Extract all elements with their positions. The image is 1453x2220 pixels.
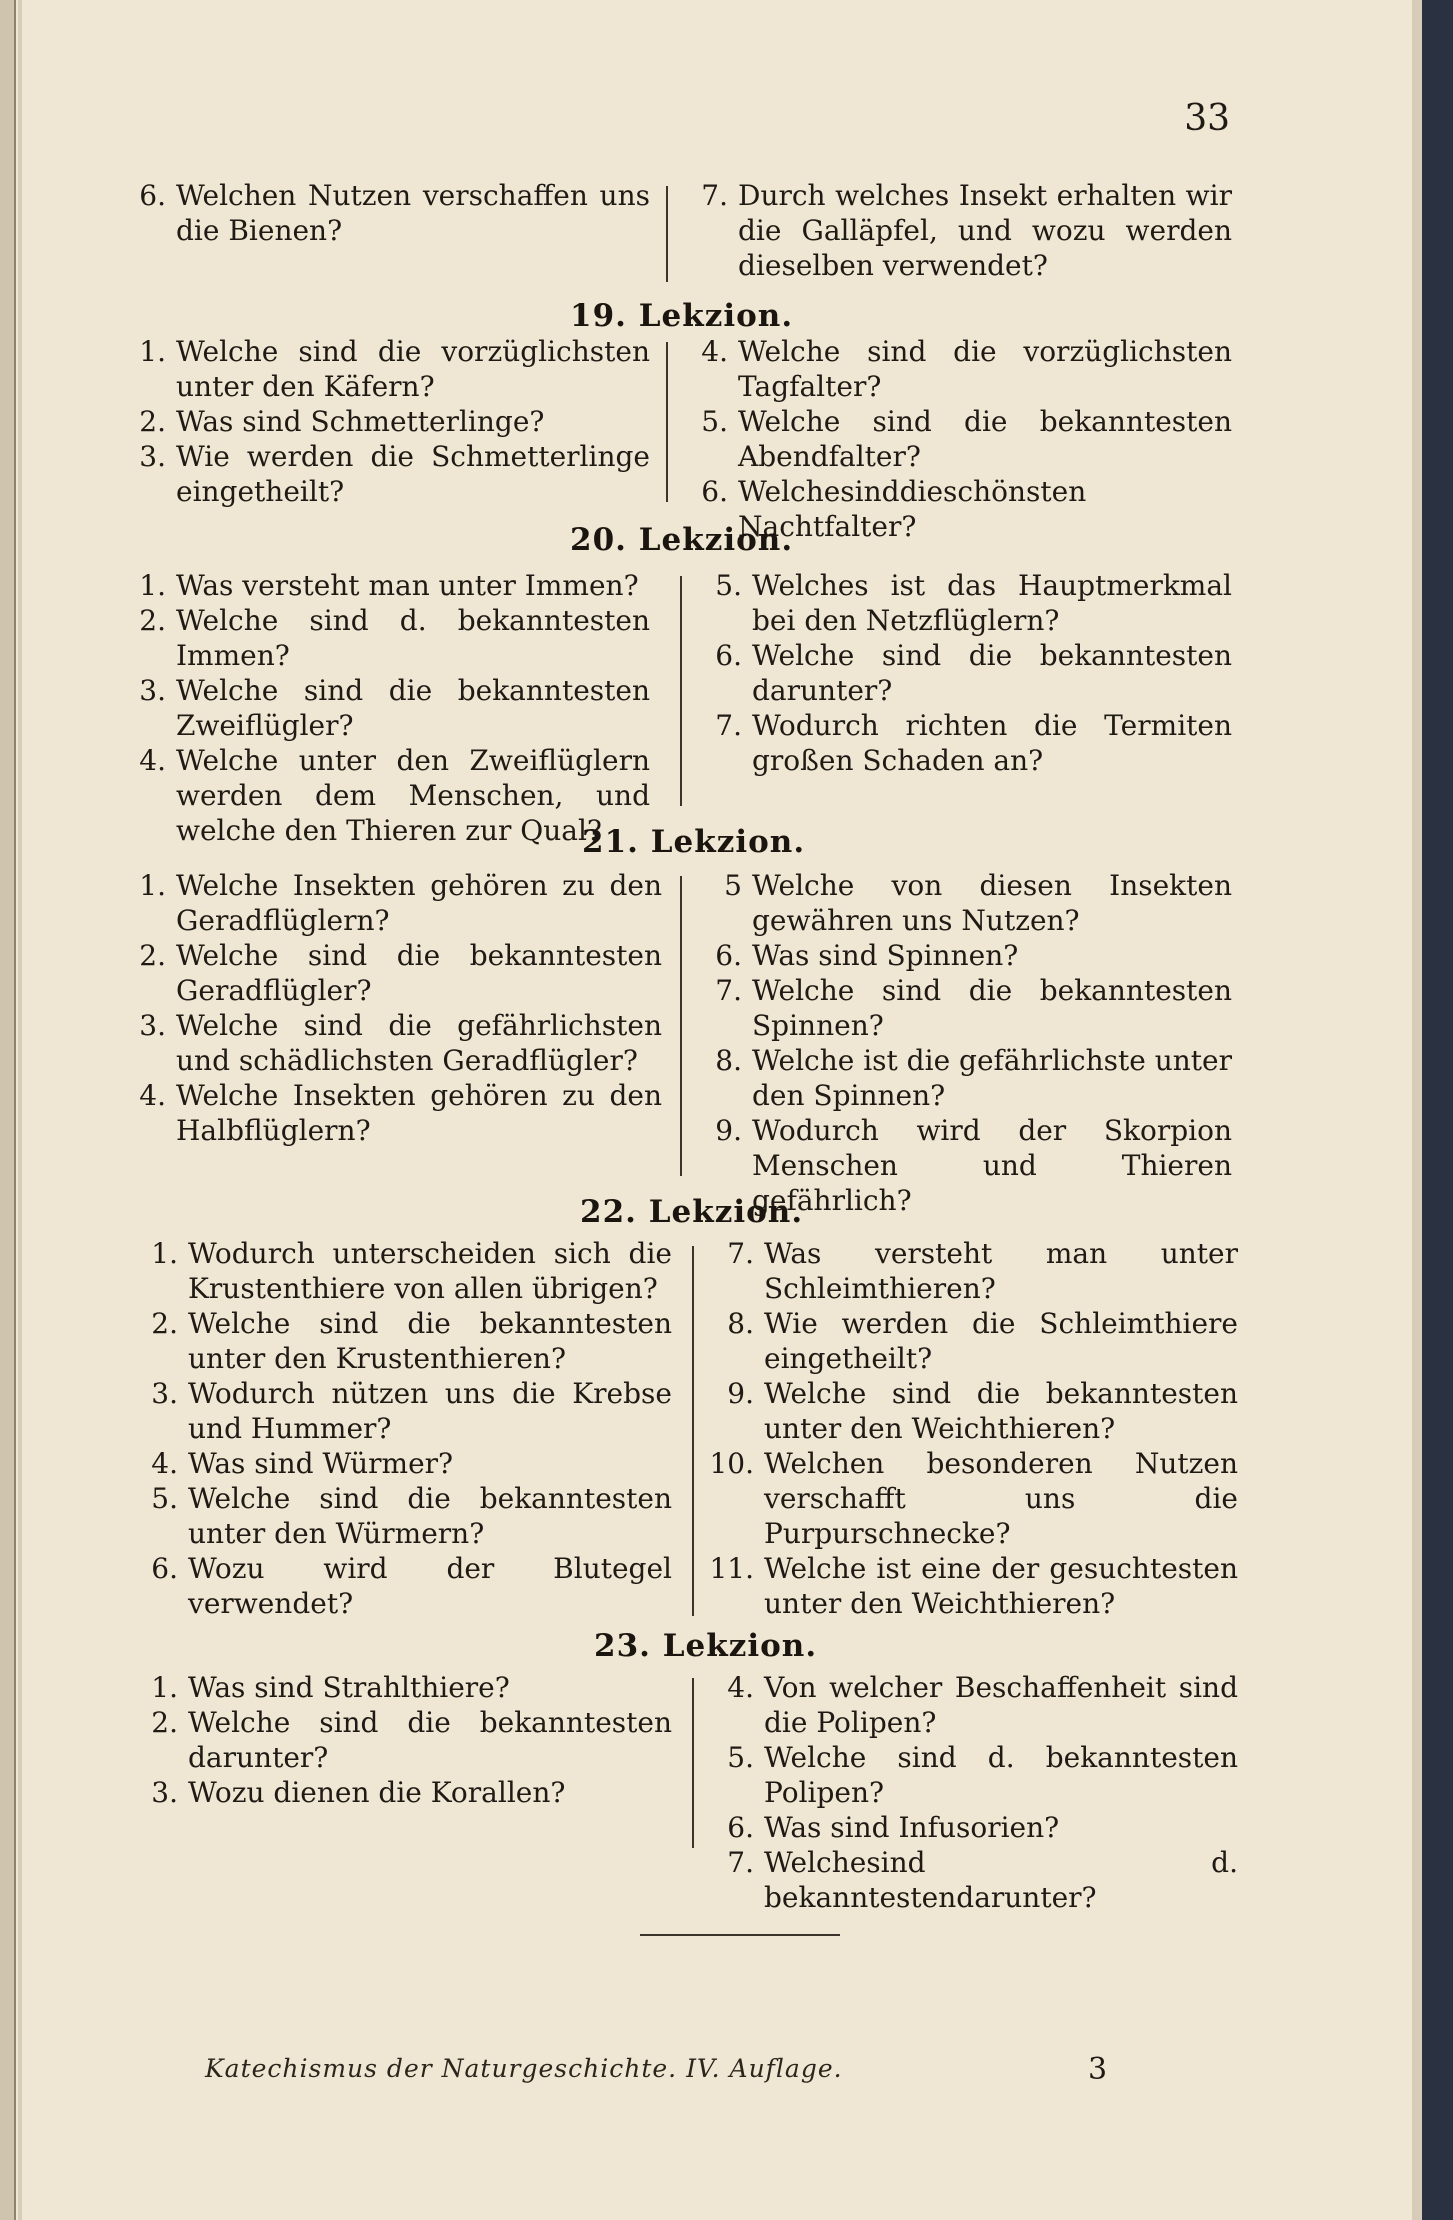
question-item bbox=[706, 1810, 1238, 1845]
question-item bbox=[118, 439, 650, 509]
column-divider bbox=[666, 342, 668, 502]
question-number: 7. bbox=[727, 1237, 754, 1270]
lesson-heading: 23. Lekzion. bbox=[594, 1628, 818, 1664]
book-cover-edge bbox=[1422, 0, 1453, 2220]
question-item bbox=[130, 1236, 672, 1306]
question-number: 5. bbox=[727, 1741, 754, 1774]
question-text: Welche unter den Zweiflüglern werden dem Menschen, und welche den Thieren zur Qual? bbox=[176, 744, 650, 847]
question-item bbox=[118, 568, 650, 603]
question-item bbox=[706, 1376, 1238, 1446]
lesson-right-column bbox=[694, 568, 1232, 778]
lesson-heading: 19. Lekzion. bbox=[570, 298, 794, 334]
column-divider bbox=[692, 1678, 694, 1848]
question-item bbox=[130, 1551, 672, 1621]
question-item bbox=[694, 568, 1232, 638]
question-text: Welchesinddieschönsten Nachtfalter? bbox=[738, 475, 1087, 543]
question-text: Welche sind die bekanntesten unter den Weichthieren? bbox=[764, 1377, 1238, 1445]
question-item bbox=[118, 1008, 662, 1078]
question-item bbox=[130, 1670, 672, 1705]
question-number: 7. bbox=[701, 179, 728, 212]
question-text: Welche Insekten gehören zu den Halbflüglern? bbox=[176, 1079, 662, 1147]
lesson-right-column bbox=[680, 334, 1232, 544]
question-text: Welche sind d. bekanntesten Polipen? bbox=[764, 1741, 1238, 1809]
question-number: 7. bbox=[715, 974, 742, 1007]
question-text: Was sind Würmer? bbox=[188, 1447, 454, 1480]
question-text: Wozu wird der Blutegel verwendet? bbox=[188, 1552, 672, 1620]
page-edge bbox=[1412, 0, 1422, 2220]
question-item bbox=[694, 708, 1232, 778]
intro-right-column bbox=[680, 178, 1232, 283]
question-item bbox=[118, 334, 650, 404]
lesson-heading: 20. Lekzion. bbox=[570, 522, 794, 558]
question-text: Welche von diesen Insekten gewähren uns Nutzen? bbox=[752, 869, 1232, 937]
lesson-right-column bbox=[706, 1236, 1238, 1621]
question-number: 5 bbox=[724, 869, 742, 902]
question-number: 9. bbox=[715, 1114, 742, 1147]
question-item bbox=[118, 673, 650, 743]
question-text: Welche sind die bekanntesten unter den Würmern? bbox=[188, 1482, 672, 1550]
question-number: 6. bbox=[727, 1811, 754, 1844]
question-number: 10. bbox=[709, 1447, 754, 1480]
question-item bbox=[694, 638, 1232, 708]
question-item bbox=[706, 1845, 1238, 1915]
column-divider bbox=[680, 876, 682, 1176]
question-text: Wodurch richten die Termiten großen Schaden an? bbox=[752, 709, 1232, 777]
question-item bbox=[118, 178, 650, 248]
question-text: Wodurch nützen uns die Krebse und Hummer? bbox=[188, 1377, 672, 1445]
question-number: 4. bbox=[727, 1671, 754, 1704]
question-text: Durch welches Insekt erhalten wir die Galläpfel, und wozu werden dieselben verwendet? bbox=[738, 179, 1232, 282]
question-number: 2. bbox=[151, 1307, 178, 1340]
question-text: Welche sind die vorzüglichsten unter den Käfern? bbox=[176, 335, 650, 403]
question-item bbox=[130, 1481, 672, 1551]
question-item bbox=[706, 1740, 1238, 1810]
question-text: Wozu dienen die Korallen? bbox=[188, 1776, 566, 1809]
question-number: 3. bbox=[139, 674, 166, 707]
question-text: Welchen besonderen Nutzen verschafft uns die Purpurschnecke? bbox=[764, 1447, 1238, 1550]
page-number: 33 bbox=[1184, 98, 1230, 139]
question-number: 5. bbox=[151, 1482, 178, 1515]
question-number: 11. bbox=[709, 1552, 754, 1585]
question-item bbox=[130, 1446, 672, 1481]
question-number: 2. bbox=[151, 1706, 178, 1739]
question-number: 6. bbox=[139, 179, 166, 212]
question-number: 2. bbox=[139, 604, 166, 637]
question-text: Wie werden die Schmetterlinge eingetheilt? bbox=[176, 440, 650, 508]
question-number: 6. bbox=[715, 939, 742, 972]
question-item bbox=[118, 404, 650, 439]
question-text: Von welcher Beschaffenheit sind die Polipen? bbox=[764, 1671, 1238, 1739]
lesson-right-column bbox=[694, 868, 1232, 1218]
question-item bbox=[706, 1446, 1238, 1551]
question-item bbox=[706, 1551, 1238, 1621]
question-number: 2. bbox=[139, 939, 166, 972]
question-number: 3. bbox=[139, 1009, 166, 1042]
question-number: 7. bbox=[727, 1846, 754, 1879]
question-number: 1. bbox=[139, 869, 166, 902]
question-number: 6. bbox=[151, 1552, 178, 1585]
question-number: 4. bbox=[139, 1079, 166, 1112]
column-divider bbox=[680, 576, 682, 806]
question-item bbox=[694, 868, 1232, 938]
question-text: Welche Insekten gehören zu den Geradflüglern? bbox=[176, 869, 662, 937]
question-item bbox=[680, 334, 1232, 404]
question-number: 1. bbox=[151, 1671, 178, 1704]
question-text: Wodurch wird der Skorpion Menschen und Thieren gefährlich? bbox=[752, 1114, 1232, 1217]
question-text: Was sind Spinnen? bbox=[752, 939, 1019, 972]
question-number: 1. bbox=[139, 335, 166, 368]
question-item bbox=[680, 404, 1232, 474]
question-number: 4. bbox=[139, 744, 166, 777]
page-gutter bbox=[0, 0, 16, 2220]
question-text: Welche ist die gefährlichste unter den Spinnen? bbox=[752, 1044, 1232, 1112]
question-text: Welche sind die bekanntesten Zweiflügler? bbox=[176, 674, 650, 742]
question-item bbox=[694, 1043, 1232, 1113]
question-text: Welche sind die bekanntesten unter den Krustenthieren? bbox=[188, 1307, 672, 1375]
question-number: 1. bbox=[139, 569, 166, 602]
question-number: 8. bbox=[727, 1307, 754, 1340]
question-number: 4. bbox=[701, 335, 728, 368]
question-number: 4. bbox=[151, 1447, 178, 1480]
question-item bbox=[130, 1775, 672, 1810]
question-item bbox=[680, 178, 1232, 283]
question-text: Was sind Infusorien? bbox=[764, 1811, 1060, 1844]
page-gutter-shadow bbox=[18, 0, 22, 2220]
question-item bbox=[694, 938, 1232, 973]
lesson-left-column bbox=[130, 1670, 672, 1810]
question-item bbox=[130, 1705, 672, 1775]
question-text: Was versteht man unter Schleimthieren? bbox=[764, 1237, 1238, 1305]
column-divider bbox=[692, 1246, 694, 1616]
lesson-left-column bbox=[118, 334, 650, 509]
question-text: Was sind Strahlthiere? bbox=[188, 1671, 510, 1704]
lesson-right-column bbox=[706, 1670, 1238, 1915]
question-text: Was versteht man unter Immen? bbox=[176, 569, 639, 602]
end-rule bbox=[640, 1934, 840, 1936]
question-item bbox=[118, 1078, 662, 1148]
signature-mark: 3 bbox=[1088, 2052, 1108, 2087]
question-text: Welches ist das Hauptmerkmal bei den Netzflüglern? bbox=[752, 569, 1232, 637]
question-item bbox=[118, 868, 662, 938]
question-number: 3. bbox=[139, 440, 166, 473]
question-number: 2. bbox=[139, 405, 166, 438]
column-divider bbox=[666, 186, 668, 282]
question-number: 7. bbox=[715, 709, 742, 742]
question-text: Welche sind d. bekanntesten Immen? bbox=[176, 604, 650, 672]
question-text: Welche sind die bekanntesten darunter? bbox=[188, 1706, 672, 1774]
lesson-heading: 22. Lekzion. bbox=[580, 1194, 804, 1230]
lesson-left-column bbox=[130, 1236, 672, 1621]
question-item bbox=[118, 743, 650, 848]
question-number: 5. bbox=[715, 569, 742, 602]
question-number: 1. bbox=[151, 1237, 178, 1270]
question-item bbox=[694, 973, 1232, 1043]
question-text: Wie werden die Schleimthiere eingetheilt? bbox=[764, 1307, 1238, 1375]
question-item bbox=[130, 1376, 672, 1446]
question-number: 8. bbox=[715, 1044, 742, 1077]
question-item bbox=[706, 1236, 1238, 1306]
question-number: 3. bbox=[151, 1776, 178, 1809]
question-text: Welchen Nutzen verschaffen uns die Bienen? bbox=[176, 179, 650, 247]
question-item bbox=[118, 938, 662, 1008]
question-number: 6. bbox=[701, 475, 728, 508]
lesson-heading: 21. Lekzion. bbox=[582, 824, 806, 860]
question-number: 6. bbox=[715, 639, 742, 672]
footer-title: Katechismus der Naturgeschichte. IV. Auflage. bbox=[205, 2054, 843, 2083]
question-text: Welchesind d. bekanntestendarunter? bbox=[764, 1846, 1238, 1914]
question-text: Welche sind die bekanntesten Abendfalter? bbox=[738, 405, 1232, 473]
lesson-left-column bbox=[118, 568, 650, 848]
question-text: Welche sind die bekanntesten Geradflügler? bbox=[176, 939, 662, 1007]
question-text: Was sind Schmetterlinge? bbox=[176, 405, 545, 438]
question-number: 5. bbox=[701, 405, 728, 438]
question-item bbox=[706, 1670, 1238, 1740]
question-text: Wodurch unterscheiden sich die Krustenthiere von allen übrigen? bbox=[188, 1237, 672, 1305]
question-text: Welche sind die bekanntesten Spinnen? bbox=[752, 974, 1232, 1042]
intro-left-column bbox=[118, 178, 650, 248]
question-item bbox=[706, 1306, 1238, 1376]
lesson-left-column bbox=[118, 868, 662, 1148]
question-text: Welche sind die gefährlichsten und schädlichsten Geradflügler? bbox=[176, 1009, 662, 1077]
question-text: Welche sind die vorzüglichsten Tagfalter? bbox=[738, 335, 1232, 403]
question-text: Welche ist eine der gesuchtesten unter den Weichthieren? bbox=[764, 1552, 1238, 1620]
question-text: Welche sind die bekanntesten darunter? bbox=[752, 639, 1232, 707]
question-number: 9. bbox=[727, 1377, 754, 1410]
question-item bbox=[118, 603, 650, 673]
question-item bbox=[130, 1306, 672, 1376]
question-number: 3. bbox=[151, 1377, 178, 1410]
